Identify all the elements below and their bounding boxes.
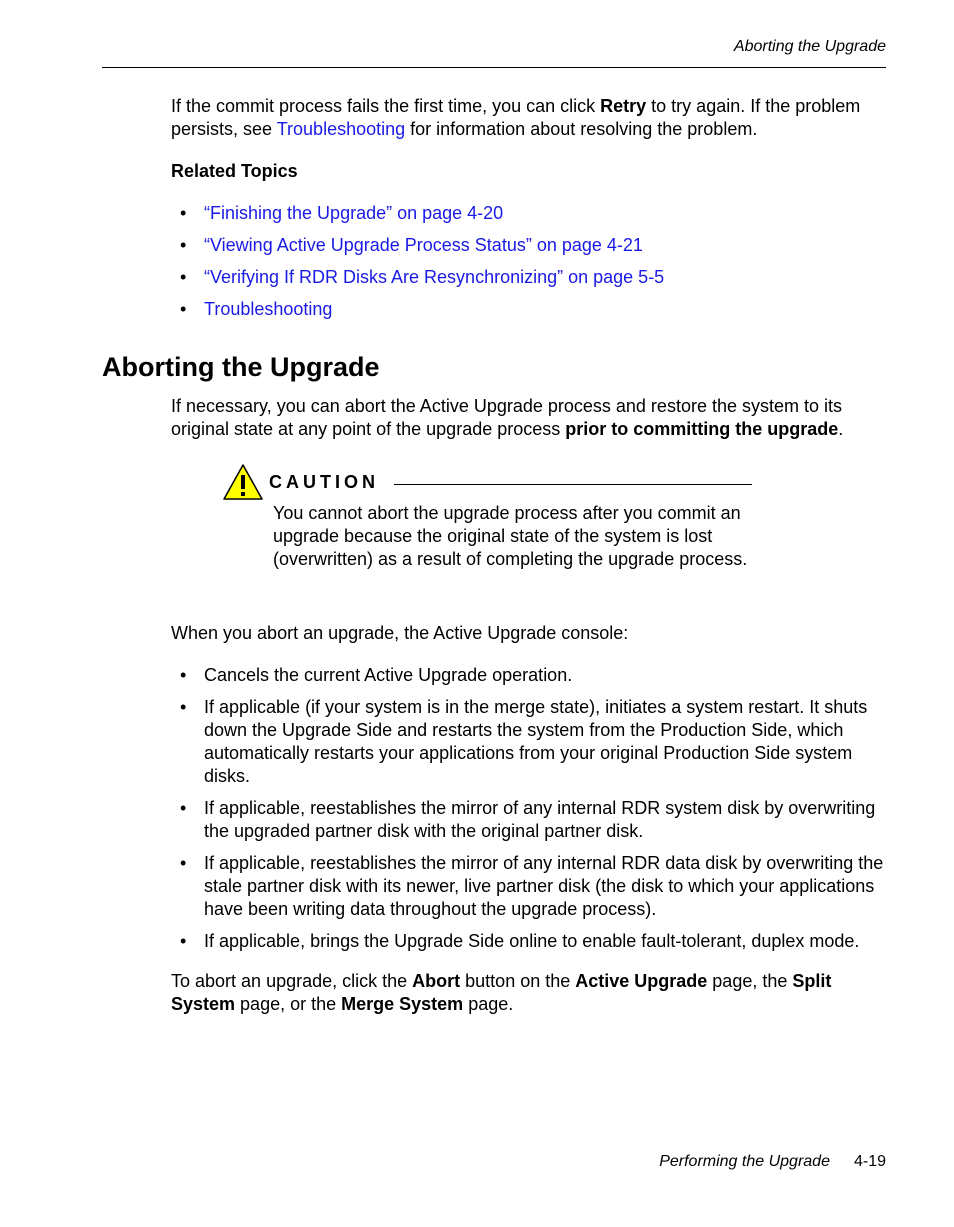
merge-system-page-term: Merge System xyxy=(341,994,464,1014)
list-item xyxy=(171,266,891,289)
related-topics-list xyxy=(171,202,891,321)
page-footer xyxy=(659,1153,886,1171)
list-item xyxy=(171,298,891,321)
bullet-icon: • xyxy=(180,853,187,873)
list-item-text: If applicable (if your system is in the merge state), initiates a system restart. It shuts down the Upgrade Side and restarts the system from the Production Side, which automatically restarts your applications from your original Production Side system disks. xyxy=(204,697,868,786)
bullet-icon: • xyxy=(180,299,187,319)
caution-rule xyxy=(394,484,752,485)
running-header: Aborting the Upgrade xyxy=(733,38,886,55)
bullet-icon: • xyxy=(180,931,187,951)
related-link[interactable]: “Viewing Active Upgrade Process Status” on page 4-21 xyxy=(204,235,643,255)
abort-text-c: page, the xyxy=(707,971,793,991)
abort-text-a: To abort an upgrade, click the xyxy=(171,971,413,991)
list-item xyxy=(171,234,891,257)
related-link[interactable]: Troubleshooting xyxy=(204,299,333,319)
prior-committing-term: prior to committing the upgrade xyxy=(565,419,839,439)
abort-text-d: page, or the xyxy=(235,994,342,1014)
bullet-icon: • xyxy=(180,235,187,255)
split-system-page-term: Split System xyxy=(171,971,832,1014)
section-title: Aborting the Upgrade xyxy=(102,352,380,382)
bullet-icon: • xyxy=(180,697,187,717)
troubleshooting-link[interactable]: Troubleshooting xyxy=(276,119,406,139)
abort-button-term: Abort xyxy=(412,971,461,991)
section-intro-end: . xyxy=(838,419,844,439)
caution-text: You cannot abort the upgrade process after you commit an upgrade because the original state of the system is lost (overwritten) as a result of completing the upgrade process. xyxy=(273,503,748,569)
active-upgrade-page-term: Active Upgrade xyxy=(575,971,708,991)
retry-term: Retry xyxy=(600,96,647,116)
list-item xyxy=(171,664,891,687)
list-item-text: If applicable, reestablishes the mirror of any internal RDR data disk by overwriting the stale partner disk with its newer, live partner disk (the disk to which your applications have been writing data throughout the upgrade process). xyxy=(204,853,884,919)
related-link[interactable]: “Finishing the Upgrade” on page 4-20 xyxy=(204,203,504,223)
section-intro-paragraph xyxy=(171,395,886,441)
footer-section-title: Performing the Upgrade xyxy=(659,1153,830,1170)
list-item xyxy=(171,696,891,788)
intro-paragraph xyxy=(171,95,886,141)
list-item xyxy=(171,797,891,843)
intro-text-c: for information about resolving the problem. xyxy=(405,119,758,139)
related-topics-heading: Related Topics xyxy=(171,161,298,181)
list-item-text: If applicable, reestablishes the mirror of any internal RDR system disk by overwriting the upgraded partner disk with the original partner disk. xyxy=(204,798,876,841)
abort-console-intro: When you abort an upgrade, the Active Upgrade console: xyxy=(171,623,629,643)
bullet-icon: • xyxy=(180,798,187,818)
warning-triangle-icon xyxy=(222,463,264,501)
section-intro-text: If necessary, you can abort the Active Upgrade process and restore the system to its original state at any point of the upgrade process xyxy=(171,396,843,439)
caution-label: CAUTION xyxy=(269,472,379,492)
abort-text-b: button on the xyxy=(460,971,576,991)
page-number: 4-19 xyxy=(853,1153,886,1170)
abort-text-e: page. xyxy=(463,994,514,1014)
list-item-text: Cancels the current Active Upgrade operation. xyxy=(204,665,573,685)
related-link[interactable]: “Verifying If RDR Disks Are Resynchronizing” on page 5-5 xyxy=(204,267,665,287)
abort-actions-list xyxy=(171,664,891,953)
intro-text-b: to try again. If the problem persists, see xyxy=(171,96,861,139)
list-item-text: If applicable, brings the Upgrade Side online to enable fault-tolerant, duplex mode. xyxy=(204,931,860,951)
bullet-icon: • xyxy=(180,267,187,287)
list-item xyxy=(171,930,891,953)
list-item xyxy=(171,202,891,225)
header-rule xyxy=(102,67,886,68)
intro-text-a: If the commit process fails the first time, you can click xyxy=(171,96,601,116)
bullet-icon: • xyxy=(180,203,187,223)
list-item xyxy=(171,852,891,921)
bullet-icon: • xyxy=(180,665,187,685)
abort-instructions-paragraph xyxy=(171,970,886,1016)
